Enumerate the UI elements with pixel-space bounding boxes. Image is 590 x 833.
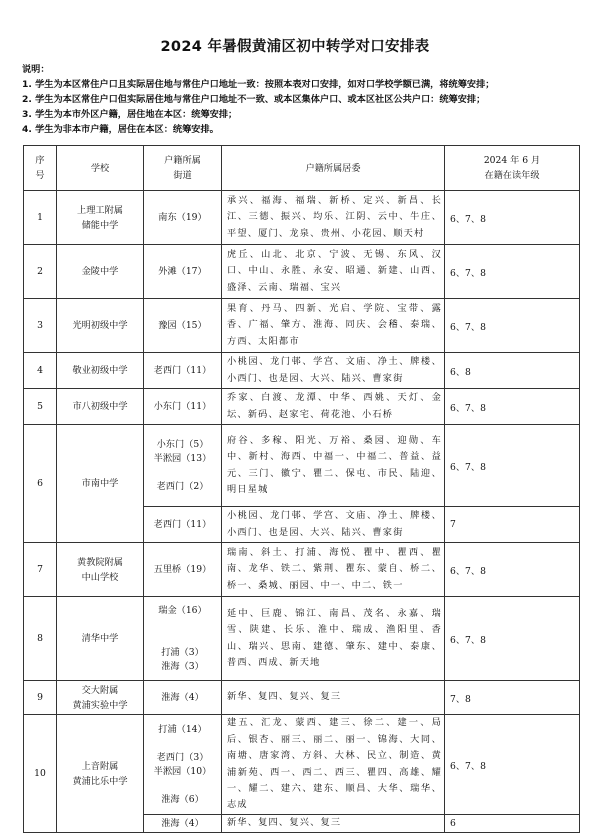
street-line	[144, 737, 221, 751]
school-cell	[57, 715, 144, 833]
street-cell	[144, 389, 222, 425]
seq-cell: 1	[24, 191, 57, 245]
note-item: 3. 学生为本市外区户籍，居住地在本区：统筹安排；	[22, 109, 238, 120]
school-name-line: 黄教院附属	[77, 556, 123, 568]
table-row	[24, 191, 580, 245]
school-name-line: 市南中学	[81, 478, 119, 489]
seq-cell: 4	[24, 353, 57, 389]
school-cell	[57, 597, 144, 681]
committee-cell: 承兴、福海、福瑞、新桥、定兴、新昌、长江、三德、振兴、均乐、江阴、云中、牛庄、平望、厦门、龙泉、贵州、小花园、顺天村	[222, 191, 445, 245]
seq-cell: 10	[24, 715, 57, 833]
street-line: 淮海（4）	[161, 817, 204, 829]
street-line	[144, 632, 221, 646]
street-cell	[144, 425, 222, 507]
seq-cell: 2	[24, 245, 57, 299]
table-row	[24, 425, 580, 507]
street-line: 老西门（3）	[156, 751, 209, 763]
street-line: 南东（19）	[158, 211, 207, 223]
transfer-schedule-table	[23, 145, 580, 833]
page-title: 2024 年暑假黄浦区初中转学对口安排表	[160, 39, 430, 55]
header-row	[24, 146, 580, 191]
committee-cell: 建五、汇龙、蒙西、建三、徐二、建一、局后、银杏、丽三、丽二、丽一、锦海、大同、南塘、唐家湾、方斜、大林、民立、制造、黄浦新苑、西一、西二、西三、瞿四、高雄、耀一、耀二、建六、建东、顺昌、大华、瑞华、志成	[222, 715, 445, 815]
street-line: 打浦（14）	[158, 723, 207, 735]
school-name-line: 上理工附属	[77, 204, 123, 216]
school-name-line: 金陵中学	[81, 266, 119, 277]
committee-cell: 小桃园、龙门邨、学宫、文庙、净土、牌楼、小西门、也是园、大兴、陆兴、曹家街	[222, 507, 445, 543]
street-line: 半淞园（13）	[153, 452, 212, 464]
grade-cell: 6	[445, 815, 580, 833]
street-line: 淮海（6）	[161, 793, 204, 805]
street-line: 老西门（2）	[156, 480, 209, 492]
header-seq: 序 号	[24, 146, 57, 191]
street-line: 半淞园（10）	[153, 765, 212, 777]
school-name-line: 敬业初级中学	[72, 365, 128, 376]
header-street: 户籍所属 街道	[144, 146, 222, 191]
table-row	[24, 353, 580, 389]
school-cell	[57, 245, 144, 299]
street-cell	[144, 543, 222, 597]
street-cell	[144, 597, 222, 681]
street-line: 淮海（3）	[161, 660, 204, 672]
committee-cell: 果育、丹马、四新、光启、学院、宝带、露香、广福、肇方、淮海、同庆、会稽、泰瑞、方西、太阳都市	[222, 299, 445, 353]
grade-cell: 6、7、8	[445, 389, 580, 425]
street-line	[144, 618, 221, 632]
school-name-line: 黄浦比乐中学	[72, 775, 128, 787]
grade-cell: 6、7、8	[445, 191, 580, 245]
header-school: 学校	[57, 146, 144, 191]
grade-cell: 6、7、8	[445, 425, 580, 507]
street-line: 五里桥（19）	[153, 563, 212, 575]
grade-cell: 6、7、8	[445, 543, 580, 597]
street-cell	[144, 353, 222, 389]
street-line: 打浦（3）	[161, 646, 204, 658]
street-cell	[144, 299, 222, 353]
note-item: 2. 学生为本区常住户口但实际居住地与常住户口地址不一致、或本区集体户口、或本区社区公共户口：统筹安排；	[22, 94, 486, 105]
street-line: 外滩（17）	[158, 265, 207, 277]
street-line: 老西门（11）	[153, 518, 212, 530]
committee-cell: 乔家、白渡、龙潭、中华、西姚、天灯、金坛、新码、赵家宅、荷花池、小石桥	[222, 389, 445, 425]
committee-cell: 延中、巨鹿、锦江、南昌、茂名、永嘉、瑞雪、陕建、长乐、淮中、瑞成、渔阳里、香山、瑞兴、思南、建德、肇东、建中、泰康、普西、西成、新天地	[222, 597, 445, 681]
street-line: 淮海（4）	[161, 691, 204, 703]
table-row	[24, 681, 580, 715]
table-row	[24, 597, 580, 681]
school-cell	[57, 543, 144, 597]
school-cell	[57, 353, 144, 389]
committee-cell: 新华、复四、复兴、复三	[222, 681, 445, 715]
seq-cell: 8	[24, 597, 57, 681]
grade-cell: 6、8	[445, 353, 580, 389]
street-line: 小东门（11）	[153, 400, 212, 412]
committee-cell: 新华、复四、复兴、复三	[222, 815, 445, 833]
grade-cell: 7、8	[445, 681, 580, 715]
note-item: 4. 学生为非本市户籍，居住在本区：统筹安排。	[22, 124, 219, 135]
table-row	[24, 715, 580, 815]
street-cell	[144, 245, 222, 299]
seq-cell: 6	[24, 425, 57, 543]
street-line: 豫园（15）	[158, 319, 207, 331]
committee-cell: 虎丘、山北、北京、宁波、无锡、东风、汉口、中山、永胜、永安、昭通、新建、山西、盛泽、云南、瑞福、宝兴	[222, 245, 445, 299]
seq-cell: 5	[24, 389, 57, 425]
committee-cell: 府谷、多稼、阳光、万裕、桑园、迎勋、车中、新村、海西、中福一、中福二、普益、益元、三门、徽宁、瞿二、保屯、市民、陆迎、明日星城	[222, 425, 445, 507]
school-cell	[57, 299, 144, 353]
grade-cell: 6、7、8	[445, 299, 580, 353]
seq-cell: 9	[24, 681, 57, 715]
street-line: 瑞金（16）	[158, 604, 207, 616]
school-cell	[57, 681, 144, 715]
school-name-line: 清华中学	[81, 633, 119, 644]
notes-section	[22, 62, 588, 137]
note-item: 1. 学生为本区常住户口且实际居住地与常住户口地址一致：按照本表对口安排，如对口学校学额已满，将统筹安排；	[22, 79, 495, 90]
school-name-line: 中山学校	[81, 571, 119, 583]
header-committee: 户籍所属居委	[222, 146, 445, 191]
table-row	[24, 245, 580, 299]
header-grade: 2024 年 6 月 在籍在读年级	[445, 146, 580, 191]
school-cell	[57, 191, 144, 245]
street-cell	[144, 815, 222, 833]
street-line: 老西门（11）	[153, 364, 212, 376]
table-row	[24, 543, 580, 597]
committee-cell: 瑞南、斜土、打浦、海悦、瞿中、瞿西、瞿南、龙华、铁二、紫荆、瞿东、蒙自、桥二、桥一、桑城、丽园、中一、中二、铁一	[222, 543, 445, 597]
grade-cell: 6、7、8	[445, 597, 580, 681]
school-name-line: 储能中学	[81, 219, 119, 231]
grade-cell: 6、7、8	[445, 715, 580, 815]
street-cell	[144, 191, 222, 245]
school-name-line: 黄浦实验中学	[72, 699, 128, 711]
notes-heading: 说明：	[22, 64, 50, 75]
street-line	[144, 779, 221, 793]
table-row	[24, 389, 580, 425]
grade-cell: 6、7、8	[445, 245, 580, 299]
school-name-line: 上音附属	[81, 760, 119, 772]
table-row	[24, 299, 580, 353]
street-line: 小东门（5）	[156, 438, 209, 450]
school-cell	[57, 389, 144, 425]
committee-cell: 小桃园、龙门邨、学宫、文庙、净土、牌楼、小西门、也是园、大兴、陆兴、曹家街	[222, 353, 445, 389]
grade-cell: 7	[445, 507, 580, 543]
street-cell	[144, 715, 222, 815]
school-name-line: 交大附属	[81, 684, 119, 696]
school-name-line: 光明初级中学	[72, 320, 128, 331]
street-cell	[144, 681, 222, 715]
seq-cell: 3	[24, 299, 57, 353]
school-cell	[57, 425, 144, 543]
street-cell	[144, 507, 222, 543]
street-line	[144, 466, 221, 480]
school-name-line: 市八初级中学	[72, 401, 128, 412]
seq-cell: 7	[24, 543, 57, 597]
